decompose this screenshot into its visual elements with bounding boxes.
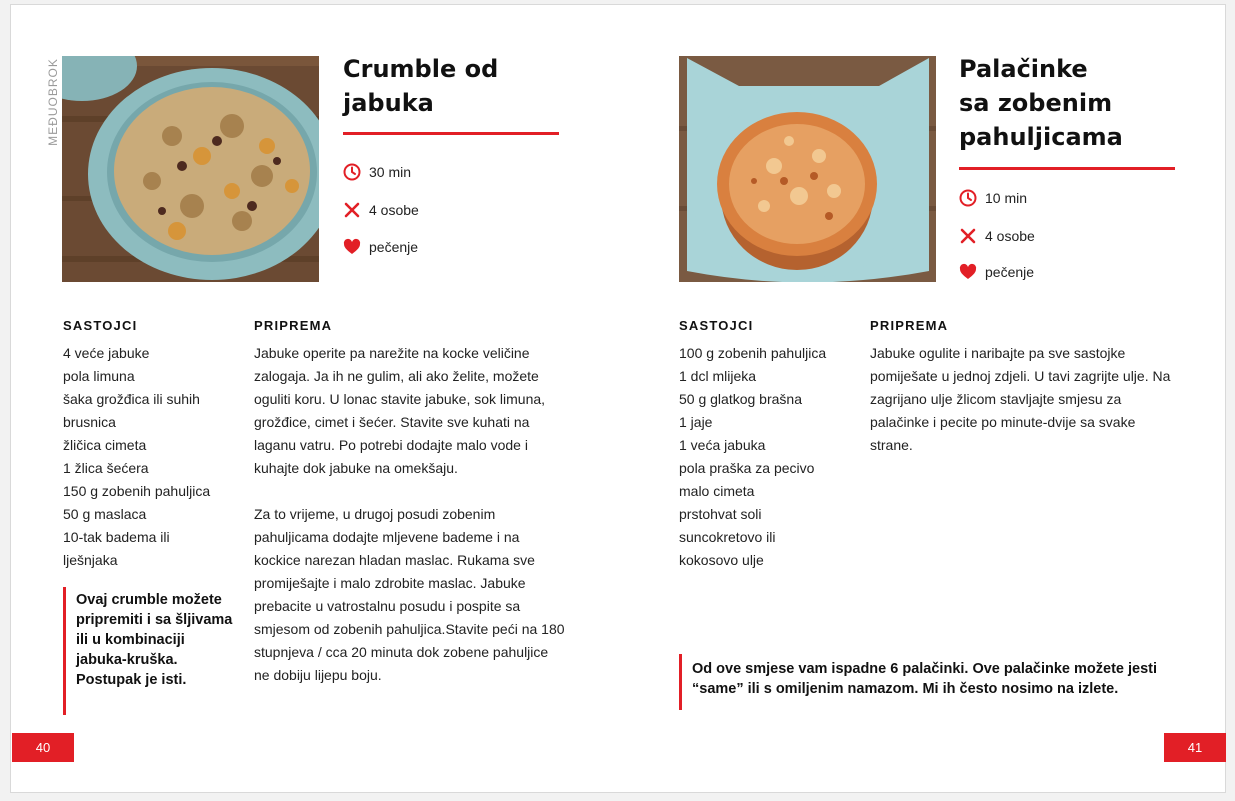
heart-icon — [959, 263, 977, 281]
clock-icon — [959, 189, 977, 207]
list-item: lješnjaka — [63, 552, 118, 568]
list-item: 1 žlica šećera — [63, 460, 149, 476]
preparation-text — [254, 342, 566, 710]
meta-method: pečenje — [343, 238, 418, 256]
page-number-left: 40 — [12, 733, 74, 762]
preparation-paragraph: Jabuke operite pa narežite na kocke veličine zalogaja. Ja ih ne gulim, ali ako želite, možete oguliti koru. U lonac stavite jabuke, sok limuna, grožđice, cimet i šećer. Stavite sve kuhati na laganu vatru. Po potrebi dodajte malo vode i kuhajte dok jabuke na omekšaju. — [254, 345, 546, 476]
ingredients-heading: SASTOJCI — [679, 318, 754, 333]
ingredients-list — [679, 342, 859, 572]
list-item: 1 veća jabuka — [679, 437, 766, 453]
preparation-heading: PRIPREMA — [254, 318, 333, 333]
list-item: suncokretovo ili — [679, 529, 776, 545]
preparation-heading: PRIPREMA — [870, 318, 949, 333]
list-item: 1 dcl mlijeka — [679, 368, 757, 384]
pancakes-photo — [679, 56, 936, 282]
list-item: prstohvat soli — [679, 506, 762, 522]
tip-note: Od ove smjese vam ispadne 6 palačinki. Ove palačinke možete jesti “same” ili s omiljenim namazom. Mi ih često nosimo na izlete. — [679, 654, 1184, 710]
recipe-title: Palačinke sa zobenim pahuljicama — [959, 55, 1123, 151]
preparation-paragraph: Za to vrijeme, u drugoj posudi zobenim pahuljicama dodajte mljevene bademe i na kockice narezan hladan maslac. Rukama sve promiješajte i malo zdrobite maslac. Jabuke prebacite u vatrostalnu posudu i pospite sa smjesom od zobenih pahuljica.Stavite peći na 180 stupnjeva / cca 20 minuta dok zobene pahuljice ne dobiju lijepu boju. — [254, 506, 565, 683]
clock-icon — [343, 163, 361, 181]
title-underline — [959, 167, 1175, 170]
title-underline — [343, 132, 559, 135]
list-item: brusnica — [63, 414, 116, 430]
meta-time: 30 min — [343, 163, 411, 181]
list-item: 50 g maslaca — [63, 506, 147, 522]
list-item: šaka grožđica ili suhih — [63, 391, 200, 407]
meta-servings: 4 osobe — [959, 227, 1035, 245]
preparation-text — [870, 342, 1180, 480]
meta-time: 10 min — [959, 189, 1027, 207]
list-item: malo cimeta — [679, 483, 755, 499]
recipe-title: Crumble od jabuka — [343, 55, 499, 117]
ingredients-heading: SASTOJCI — [63, 318, 138, 333]
heart-icon — [343, 238, 361, 256]
list-item: 100 g zobenih pahuljica — [679, 345, 827, 361]
page-number-right: 41 — [1164, 733, 1226, 762]
list-item: kokosovo ulje — [679, 552, 764, 568]
preparation-paragraph: Jabuke ogulite i naribajte pa sve sastojke pomiješate u jednoj zdjeli. U tavi zagrijte ulje. Na zagrijano ulje žlicom stavljajte smjesu za palačinke i pecite po minute-dvije sa svake strane. — [870, 345, 1171, 453]
meta-method: pečenje — [959, 263, 1034, 281]
list-item: 50 g glatkog brašna — [679, 391, 802, 407]
list-item: pola praška za pecivo — [679, 460, 815, 476]
crumble-photo — [62, 56, 319, 282]
ingredients-list — [63, 342, 238, 572]
list-item: 4 veće jabuke — [63, 345, 150, 361]
list-item: 1 jaje — [679, 414, 713, 430]
list-item: pola limuna — [63, 368, 135, 384]
meta-servings: 4 osobe — [343, 201, 419, 219]
list-item: 150 g zobenih pahuljica — [63, 483, 211, 499]
cutlery-icon — [959, 227, 977, 245]
list-item: žličica cimeta — [63, 437, 147, 453]
tip-note: Ovaj crumble možete pripremiti i sa šljivama ili u kombinaciji jabuka-kruška. Postupak je isti. — [63, 587, 233, 715]
section-label: MEĐUOBROK — [46, 58, 60, 146]
cutlery-icon — [343, 201, 361, 219]
list-item: 10-tak badema ili — [63, 529, 170, 545]
